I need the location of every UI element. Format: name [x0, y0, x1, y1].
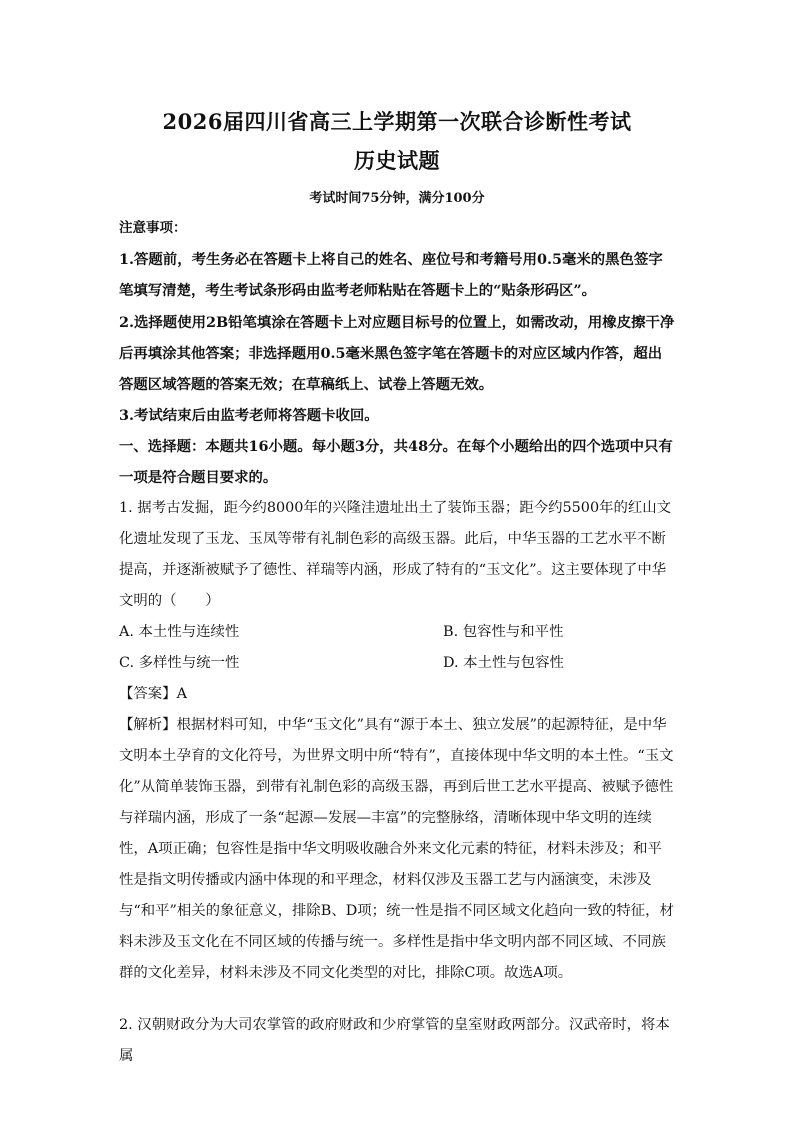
question-1-option-d: D. 本土性与包容性	[443, 655, 564, 671]
notice-heading: 注意事项：	[119, 220, 187, 236]
question-1-analysis	[119, 710, 675, 989]
notice-item-3: 3.考试结束后由监考老师将答题卡收回。	[119, 407, 379, 424]
exam-title: 2026届四川省高三上学期第一次联合诊断性考试	[162, 109, 632, 134]
notice-item-2: 2.选择题使用2B铅笔填涂在答题卡上对应题目标号的位置上，如需改动，用橡皮擦干净后再填涂其他答案；非选择题用0.5毫米黑色签字笔在答题卡的对应区域内作答，超出答题区域答题的答案无效；在草稿纸上、试卷上答题无效。	[119, 314, 675, 393]
question-1-option-a: A. 本土性与连续性	[119, 624, 240, 640]
subject-title: 历史试题	[354, 148, 440, 173]
section-heading: 一、选择题：本题共16小题。每小题3分，共48分。在每个小题给出的四个选项中只有一项是符合题目要求的。	[119, 438, 673, 486]
notice-item-1: 1.答题前，考生务必在答题卡上将自己的姓名、座位号和考籍号用0.5毫米的黑色签字笔填写清楚，考生考试条形码由监考老师粘贴在答题卡上的“贴条形码区”。	[119, 251, 663, 299]
analysis-label: 【解析】	[119, 717, 177, 733]
question-1-answer: 【答案】A	[119, 686, 187, 702]
question-1-stem: 1. 据考古发掘，距今约8000年的兴隆洼遗址出土了装饰玉器；距今约5500年的红山文化遗址发现了玉龙、玉凤等带有礼制色彩的高级玉器。此后，中华玉器的工艺水平不断提高，并逐渐被赋予了德性、祥瑞等内涵，形成了特有的“玉文化”。这主要体现了中华文明的（ ）	[119, 500, 672, 609]
question-2-stem: 2. 汉朝财政分为大司农掌管的政府财政和少府掌管的皇室财政两部分。汉武帝时，将本属	[119, 1017, 670, 1064]
question-1-option-b: B. 包容性与和平性	[443, 624, 564, 640]
question-1-option-c: C. 多样性与统一性	[119, 655, 240, 671]
exam-info: 考试时间75分钟，满分100分	[309, 191, 485, 206]
analysis-text: 根据材料可知，中华“玉文化”具有“源于本土、独立发展”的起源特征，是中华文明本土孕育的文化符号，为世界文明中所“特有”，直接体现中华文明的本土性。“玉文化”从简单装饰玉器，到带有礼制色彩的高级玉器，再到后世工艺水平提高、被赋予德性与祥瑞内涵，形成了一条“起源—发展—丰富”的完整脉络，清晰体现中华文明的连续性，A项正确；包容性是指中华文明吸收融合外来文化元素的特征，材料未涉及；和平性是指文明传播或内涵中体现的和平理念，材料仅涉及玉器工艺与内涵演变，未涉及与“和平”相关的象征意义，排除B、D项；统一性是指不同区域文化趋向一致的特征，材料未涉及玉文化在不同区域的传播与统一。多样性是指中华文明内部不同区域、不同族群的文化差异，材料未涉及不同文化类型的对比，排除C项。故选A项。	[119, 717, 674, 981]
